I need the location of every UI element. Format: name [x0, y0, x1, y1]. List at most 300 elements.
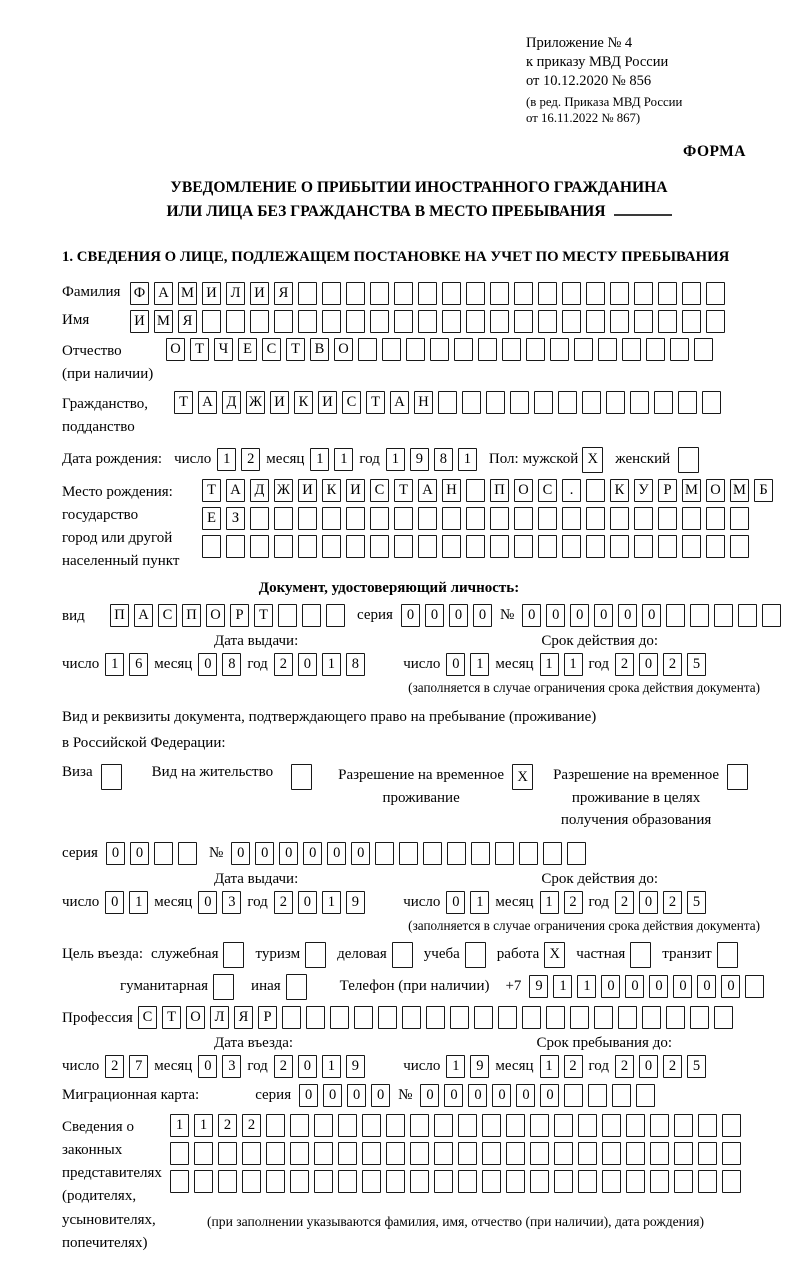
char-cell[interactable] — [586, 310, 605, 333]
char-cell[interactable] — [714, 1006, 733, 1029]
char-cell[interactable]: Н — [442, 479, 461, 502]
char-cell[interactable]: 0 — [105, 891, 124, 914]
char-cell[interactable]: К — [322, 479, 341, 502]
char-cell[interactable] — [530, 1142, 549, 1165]
char-cell[interactable] — [370, 310, 389, 333]
char-cell[interactable] — [626, 1114, 645, 1137]
char-cell[interactable] — [378, 1006, 397, 1029]
char-cell[interactable] — [626, 1142, 645, 1165]
char-cell[interactable]: 1 — [322, 1055, 341, 1078]
char-cell[interactable] — [650, 1114, 669, 1137]
char-cell[interactable] — [738, 604, 757, 627]
char-cell[interactable] — [706, 507, 725, 530]
char-cell[interactable]: 8 — [434, 448, 453, 471]
char-cell[interactable] — [386, 1170, 405, 1193]
char-cell[interactable]: 1 — [217, 448, 236, 471]
char-cell[interactable]: 0 — [231, 842, 250, 865]
char-cell[interactable]: К — [610, 479, 629, 502]
char-cell[interactable]: А — [390, 391, 409, 414]
char-cell[interactable]: И — [318, 391, 337, 414]
char-cell[interactable] — [636, 1084, 655, 1107]
char-cell[interactable] — [290, 1142, 309, 1165]
char-cell[interactable] — [562, 310, 581, 333]
char-cell[interactable] — [630, 391, 649, 414]
char-cell[interactable]: 0 — [673, 975, 692, 998]
char-cell[interactable] — [546, 1006, 565, 1029]
char-cell[interactable] — [610, 507, 629, 530]
char-cell[interactable] — [602, 1142, 621, 1165]
char-cell[interactable] — [654, 391, 673, 414]
char-cell[interactable]: 9 — [346, 891, 365, 914]
char-cell[interactable]: Р — [658, 479, 677, 502]
char-cell[interactable]: Л — [210, 1006, 229, 1029]
char-cell[interactable]: И — [250, 282, 269, 305]
char-cell[interactable]: Д — [250, 479, 269, 502]
char-cell[interactable] — [274, 535, 293, 558]
char-cell[interactable] — [506, 1142, 525, 1165]
char-cell[interactable]: Т — [190, 338, 209, 361]
char-cell[interactable]: 0 — [130, 842, 149, 865]
char-cell[interactable] — [586, 479, 605, 502]
char-cell[interactable] — [418, 535, 437, 558]
char-cell[interactable]: 9 — [410, 448, 429, 471]
char-cell[interactable]: 2 — [274, 653, 293, 676]
char-cell[interactable] — [266, 1114, 285, 1137]
char-cell[interactable] — [642, 1006, 661, 1029]
char-cell[interactable] — [290, 1114, 309, 1137]
char-cell[interactable] — [506, 1170, 525, 1193]
char-cell[interactable] — [658, 282, 677, 305]
char-cell[interactable] — [706, 310, 725, 333]
char-cell[interactable]: Л — [226, 282, 245, 305]
char-cell[interactable] — [322, 535, 341, 558]
char-cell[interactable] — [717, 942, 738, 968]
char-cell[interactable] — [362, 1142, 381, 1165]
char-cell[interactable]: С — [138, 1006, 157, 1029]
char-cell[interactable]: С — [342, 391, 361, 414]
char-cell[interactable]: Т — [394, 479, 413, 502]
char-cell[interactable] — [302, 604, 321, 627]
char-cell[interactable] — [502, 338, 521, 361]
char-cell[interactable]: Е — [238, 338, 257, 361]
char-cell[interactable] — [554, 1170, 573, 1193]
char-cell[interactable]: И — [130, 310, 149, 333]
char-cell[interactable] — [490, 507, 509, 530]
char-cell[interactable] — [394, 535, 413, 558]
char-cell[interactable] — [450, 1006, 469, 1029]
char-cell[interactable]: 2 — [564, 1055, 583, 1078]
char-cell[interactable] — [447, 842, 466, 865]
char-cell[interactable] — [506, 1114, 525, 1137]
char-cell[interactable]: 5 — [687, 653, 706, 676]
char-cell[interactable]: 1 — [386, 448, 405, 471]
char-cell[interactable] — [490, 310, 509, 333]
char-cell[interactable]: 0 — [299, 1084, 318, 1107]
char-cell[interactable] — [298, 310, 317, 333]
char-cell[interactable] — [558, 391, 577, 414]
char-cell[interactable]: 1 — [334, 448, 353, 471]
char-cell[interactable] — [526, 338, 545, 361]
char-cell[interactable] — [722, 1142, 741, 1165]
char-cell[interactable] — [392, 942, 413, 968]
char-cell[interactable] — [466, 282, 485, 305]
char-cell[interactable] — [554, 1142, 573, 1165]
char-cell[interactable]: X — [512, 764, 533, 790]
char-cell[interactable]: Д — [222, 391, 241, 414]
char-cell[interactable] — [495, 842, 514, 865]
char-cell[interactable] — [101, 764, 122, 790]
char-cell[interactable]: 0 — [594, 604, 613, 627]
char-cell[interactable]: 1 — [540, 891, 559, 914]
char-cell[interactable] — [291, 764, 312, 790]
char-cell[interactable] — [598, 338, 617, 361]
char-cell[interactable] — [490, 535, 509, 558]
char-cell[interactable]: 2 — [218, 1114, 237, 1137]
char-cell[interactable] — [434, 1170, 453, 1193]
char-cell[interactable] — [550, 338, 569, 361]
char-cell[interactable] — [194, 1142, 213, 1165]
char-cell[interactable]: С — [262, 338, 281, 361]
char-cell[interactable]: 8 — [222, 653, 241, 676]
char-cell[interactable]: 0 — [570, 604, 589, 627]
char-cell[interactable]: Р — [230, 604, 249, 627]
char-cell[interactable] — [375, 842, 394, 865]
char-cell[interactable]: И — [270, 391, 289, 414]
char-cell[interactable]: 1 — [458, 448, 477, 471]
char-cell[interactable]: И — [298, 479, 317, 502]
char-cell[interactable] — [418, 282, 437, 305]
char-cell[interactable]: 2 — [615, 891, 634, 914]
char-cell[interactable]: Я — [234, 1006, 253, 1029]
char-cell[interactable]: А — [226, 479, 245, 502]
char-cell[interactable]: 0 — [625, 975, 644, 998]
char-cell[interactable]: 2 — [663, 653, 682, 676]
char-cell[interactable] — [698, 1114, 717, 1137]
char-cell[interactable] — [346, 282, 365, 305]
char-cell[interactable]: 1 — [564, 653, 583, 676]
char-cell[interactable]: 1 — [540, 653, 559, 676]
char-cell[interactable]: 0 — [601, 975, 620, 998]
char-cell[interactable] — [698, 1142, 717, 1165]
char-cell[interactable] — [218, 1142, 237, 1165]
char-cell[interactable]: 0 — [444, 1084, 463, 1107]
char-cell[interactable] — [606, 391, 625, 414]
char-cell[interactable]: 0 — [546, 604, 565, 627]
char-cell[interactable]: 5 — [687, 891, 706, 914]
char-cell[interactable]: З — [226, 507, 245, 530]
char-cell[interactable] — [418, 310, 437, 333]
char-cell[interactable] — [346, 507, 365, 530]
char-cell[interactable] — [370, 507, 389, 530]
char-cell[interactable] — [666, 1006, 685, 1029]
char-cell[interactable]: 0 — [642, 604, 661, 627]
char-cell[interactable] — [194, 1170, 213, 1193]
char-cell[interactable] — [674, 1114, 693, 1137]
char-cell[interactable] — [298, 535, 317, 558]
char-cell[interactable] — [305, 942, 326, 968]
char-cell[interactable]: С — [158, 604, 177, 627]
char-cell[interactable]: Т — [202, 479, 221, 502]
char-cell[interactable] — [202, 535, 221, 558]
char-cell[interactable] — [346, 535, 365, 558]
char-cell[interactable] — [394, 507, 413, 530]
char-cell[interactable] — [242, 1142, 261, 1165]
char-cell[interactable] — [674, 1142, 693, 1165]
char-cell[interactable]: 0 — [649, 975, 668, 998]
char-cell[interactable] — [498, 1006, 517, 1029]
char-cell[interactable] — [578, 1142, 597, 1165]
char-cell[interactable]: 2 — [242, 1114, 261, 1137]
char-cell[interactable]: 1 — [310, 448, 329, 471]
char-cell[interactable] — [658, 507, 677, 530]
char-cell[interactable] — [423, 842, 442, 865]
char-cell[interactable] — [454, 338, 473, 361]
char-cell[interactable]: 0 — [298, 891, 317, 914]
char-cell[interactable] — [730, 507, 749, 530]
char-cell[interactable]: 0 — [639, 891, 658, 914]
char-cell[interactable]: 2 — [663, 891, 682, 914]
char-cell[interactable] — [722, 1170, 741, 1193]
char-cell[interactable]: X — [582, 447, 603, 473]
char-cell[interactable]: 0 — [721, 975, 740, 998]
char-cell[interactable] — [178, 842, 197, 865]
char-cell[interactable] — [727, 764, 748, 790]
char-cell[interactable]: Б — [754, 479, 773, 502]
char-cell[interactable] — [690, 1006, 709, 1029]
char-cell[interactable] — [430, 338, 449, 361]
char-cell[interactable]: 0 — [446, 891, 465, 914]
char-cell[interactable] — [213, 974, 234, 1000]
char-cell[interactable] — [266, 1170, 285, 1193]
char-cell[interactable]: 1 — [322, 653, 341, 676]
char-cell[interactable]: 1 — [540, 1055, 559, 1078]
char-cell[interactable]: 0 — [522, 604, 541, 627]
char-cell[interactable]: А — [418, 479, 437, 502]
char-cell[interactable] — [514, 507, 533, 530]
char-cell[interactable] — [466, 535, 485, 558]
char-cell[interactable] — [386, 1142, 405, 1165]
char-cell[interactable] — [538, 310, 557, 333]
char-cell[interactable] — [714, 604, 733, 627]
char-cell[interactable]: М — [682, 479, 701, 502]
char-cell[interactable] — [478, 338, 497, 361]
char-cell[interactable]: Т — [254, 604, 273, 627]
char-cell[interactable]: Т — [174, 391, 193, 414]
char-cell[interactable] — [458, 1114, 477, 1137]
char-cell[interactable]: 0 — [106, 842, 125, 865]
char-cell[interactable]: 0 — [540, 1084, 559, 1107]
char-cell[interactable] — [522, 1006, 541, 1029]
char-cell[interactable]: X — [544, 942, 565, 968]
char-cell[interactable] — [314, 1114, 333, 1137]
char-cell[interactable]: 1 — [129, 891, 148, 914]
char-cell[interactable]: Я — [274, 282, 293, 305]
char-cell[interactable] — [274, 507, 293, 530]
char-cell[interactable]: А — [198, 391, 217, 414]
char-cell[interactable] — [702, 391, 721, 414]
char-cell[interactable]: К — [294, 391, 313, 414]
char-cell[interactable] — [330, 1006, 349, 1029]
char-cell[interactable]: 2 — [274, 891, 293, 914]
char-cell[interactable]: 2 — [564, 891, 583, 914]
char-cell[interactable]: 1 — [470, 891, 489, 914]
char-cell[interactable]: 2 — [105, 1055, 124, 1078]
char-cell[interactable]: М — [154, 310, 173, 333]
char-cell[interactable] — [482, 1142, 501, 1165]
char-cell[interactable] — [442, 535, 461, 558]
char-cell[interactable]: 9 — [346, 1055, 365, 1078]
char-cell[interactable] — [458, 1170, 477, 1193]
char-cell[interactable]: 2 — [615, 1055, 634, 1078]
char-cell[interactable]: О — [334, 338, 353, 361]
char-cell[interactable] — [630, 942, 651, 968]
char-cell[interactable] — [586, 507, 605, 530]
char-cell[interactable] — [543, 842, 562, 865]
char-cell[interactable]: П — [182, 604, 201, 627]
char-cell[interactable] — [514, 310, 533, 333]
char-cell[interactable] — [634, 310, 653, 333]
char-cell[interactable] — [534, 391, 553, 414]
char-cell[interactable]: Ж — [274, 479, 293, 502]
char-cell[interactable] — [399, 842, 418, 865]
char-cell[interactable]: 1 — [470, 653, 489, 676]
char-cell[interactable] — [462, 391, 481, 414]
char-cell[interactable] — [402, 1006, 421, 1029]
char-cell[interactable] — [274, 310, 293, 333]
char-cell[interactable] — [482, 1170, 501, 1193]
char-cell[interactable] — [370, 282, 389, 305]
char-cell[interactable]: 1 — [322, 891, 341, 914]
char-cell[interactable] — [282, 1006, 301, 1029]
char-cell[interactable] — [538, 507, 557, 530]
char-cell[interactable] — [682, 282, 701, 305]
char-cell[interactable] — [466, 310, 485, 333]
char-cell[interactable] — [574, 338, 593, 361]
char-cell[interactable] — [610, 535, 629, 558]
char-cell[interactable]: 0 — [198, 653, 217, 676]
char-cell[interactable] — [622, 338, 641, 361]
char-cell[interactable] — [458, 1142, 477, 1165]
char-cell[interactable] — [602, 1170, 621, 1193]
char-cell[interactable]: 1 — [553, 975, 572, 998]
char-cell[interactable]: И — [346, 479, 365, 502]
char-cell[interactable]: Ж — [246, 391, 265, 414]
char-cell[interactable] — [650, 1142, 669, 1165]
char-cell[interactable]: 0 — [425, 604, 444, 627]
char-cell[interactable] — [578, 1170, 597, 1193]
char-cell[interactable] — [567, 842, 586, 865]
char-cell[interactable] — [694, 338, 713, 361]
char-cell[interactable] — [278, 604, 297, 627]
char-cell[interactable] — [170, 1142, 189, 1165]
char-cell[interactable] — [578, 1114, 597, 1137]
char-cell[interactable]: В — [310, 338, 329, 361]
char-cell[interactable] — [314, 1142, 333, 1165]
char-cell[interactable] — [706, 282, 725, 305]
char-cell[interactable] — [338, 1142, 357, 1165]
char-cell[interactable] — [562, 282, 581, 305]
char-cell[interactable] — [666, 604, 685, 627]
char-cell[interactable] — [658, 535, 677, 558]
char-cell[interactable] — [562, 535, 581, 558]
char-cell[interactable] — [298, 282, 317, 305]
char-cell[interactable]: М — [178, 282, 197, 305]
char-cell[interactable] — [554, 1114, 573, 1137]
char-cell[interactable] — [682, 310, 701, 333]
char-cell[interactable] — [362, 1170, 381, 1193]
char-cell[interactable] — [610, 310, 629, 333]
char-cell[interactable] — [298, 507, 317, 530]
char-cell[interactable] — [465, 942, 486, 968]
char-cell[interactable]: 9 — [470, 1055, 489, 1078]
char-cell[interactable]: 0 — [347, 1084, 366, 1107]
char-cell[interactable] — [410, 1114, 429, 1137]
char-cell[interactable] — [442, 507, 461, 530]
char-cell[interactable]: 6 — [129, 653, 148, 676]
char-cell[interactable] — [586, 535, 605, 558]
char-cell[interactable] — [634, 282, 653, 305]
char-cell[interactable]: П — [110, 604, 129, 627]
char-cell[interactable]: О — [706, 479, 725, 502]
char-cell[interactable]: Ф — [130, 282, 149, 305]
char-cell[interactable]: Т — [162, 1006, 181, 1029]
char-cell[interactable] — [474, 1006, 493, 1029]
char-cell[interactable] — [250, 310, 269, 333]
char-cell[interactable] — [218, 1170, 237, 1193]
char-cell[interactable] — [582, 391, 601, 414]
char-cell[interactable] — [394, 310, 413, 333]
char-cell[interactable] — [370, 535, 389, 558]
char-cell[interactable]: 0 — [618, 604, 637, 627]
char-cell[interactable] — [338, 1114, 357, 1137]
char-cell[interactable]: 0 — [198, 1055, 217, 1078]
char-cell[interactable] — [588, 1084, 607, 1107]
char-cell[interactable] — [471, 842, 490, 865]
char-cell[interactable]: 0 — [516, 1084, 535, 1107]
char-cell[interactable]: А — [154, 282, 173, 305]
char-cell[interactable]: 3 — [222, 1055, 241, 1078]
char-cell[interactable] — [266, 1142, 285, 1165]
char-cell[interactable] — [386, 1114, 405, 1137]
char-cell[interactable]: Ч — [214, 338, 233, 361]
char-cell[interactable]: 0 — [351, 842, 370, 865]
char-cell[interactable] — [226, 310, 245, 333]
char-cell[interactable]: О — [186, 1006, 205, 1029]
char-cell[interactable]: 0 — [639, 653, 658, 676]
char-cell[interactable] — [610, 282, 629, 305]
char-cell[interactable]: С — [538, 479, 557, 502]
char-cell[interactable] — [562, 507, 581, 530]
char-cell[interactable]: О — [206, 604, 225, 627]
char-cell[interactable]: 1 — [105, 653, 124, 676]
char-cell[interactable] — [514, 535, 533, 558]
char-cell[interactable]: 2 — [274, 1055, 293, 1078]
char-cell[interactable]: Т — [286, 338, 305, 361]
char-cell[interactable]: 0 — [446, 653, 465, 676]
char-cell[interactable] — [406, 338, 425, 361]
char-cell[interactable] — [646, 338, 665, 361]
char-cell[interactable]: И — [202, 282, 221, 305]
char-cell[interactable] — [482, 1114, 501, 1137]
char-cell[interactable]: О — [166, 338, 185, 361]
char-cell[interactable]: 0 — [401, 604, 420, 627]
char-cell[interactable]: П — [490, 479, 509, 502]
char-cell[interactable]: Т — [366, 391, 385, 414]
char-cell[interactable]: О — [514, 479, 533, 502]
char-cell[interactable]: 0 — [468, 1084, 487, 1107]
char-cell[interactable] — [223, 942, 244, 968]
char-cell[interactable] — [682, 507, 701, 530]
